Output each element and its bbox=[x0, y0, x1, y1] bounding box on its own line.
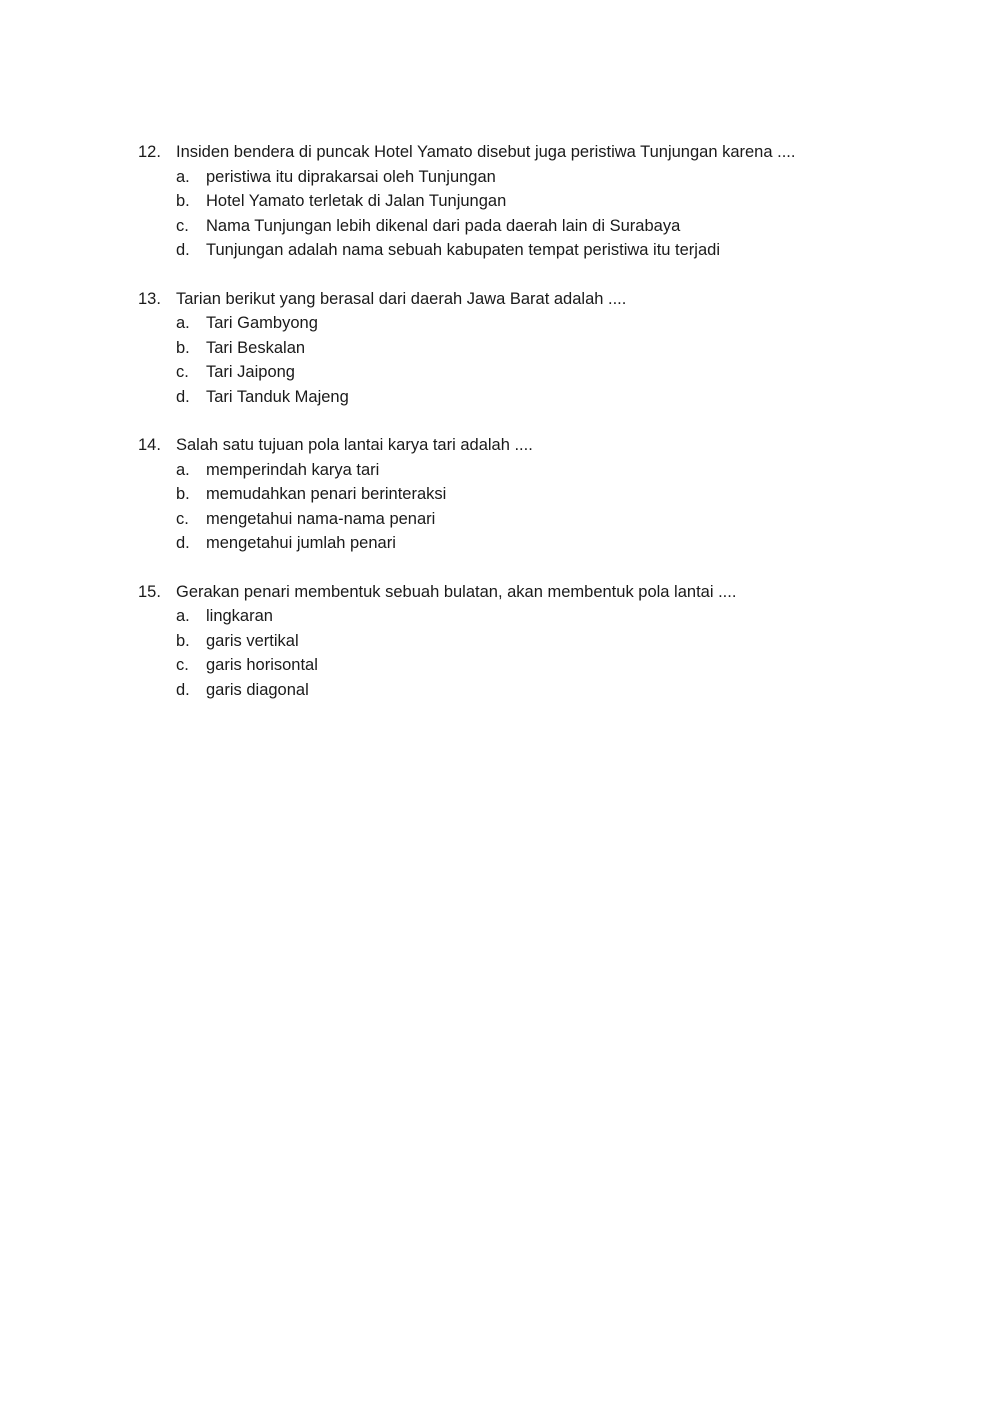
option-text: Tari Beskalan bbox=[206, 338, 306, 357]
option-letter: c. bbox=[176, 509, 189, 528]
option-letter: d. bbox=[176, 680, 190, 699]
answer-option-a bbox=[176, 458, 918, 483]
question-stem bbox=[138, 433, 918, 458]
option-letter: c. bbox=[176, 363, 189, 381]
answer-option-a bbox=[176, 311, 918, 336]
option-text: Tari Tanduk Majeng bbox=[206, 387, 349, 406]
option-letter: a. bbox=[176, 314, 190, 332]
option-text: lingkaran bbox=[206, 607, 273, 625]
option-text: Nama Tunjungan lebih dikenal dari pada daerah lain di Surabaya bbox=[206, 216, 681, 235]
answer-option-b bbox=[176, 482, 918, 507]
option-text: mengetahui jumlah penari bbox=[206, 534, 396, 552]
question-stem bbox=[138, 287, 918, 312]
answer-option-c bbox=[176, 507, 918, 532]
question-stem bbox=[138, 140, 918, 165]
question-text: Salah satu tujuan pola lantai karya tari adalah .... bbox=[176, 436, 533, 454]
answer-option-d bbox=[176, 531, 918, 556]
option-text: peristiwa itu diprakarsai oleh Tunjungan bbox=[206, 167, 496, 186]
option-letter: a. bbox=[176, 460, 190, 479]
question-text: Gerakan penari membentuk sebuah bulatan, akan membentuk pola lantai .... bbox=[176, 582, 737, 601]
answer-option-a bbox=[176, 604, 918, 629]
question-12 bbox=[138, 140, 918, 263]
question-15 bbox=[138, 580, 918, 703]
option-letter: c. bbox=[176, 216, 189, 235]
option-letter: c. bbox=[176, 656, 189, 674]
answer-option-d bbox=[176, 238, 918, 263]
question-number: 15. bbox=[138, 582, 161, 601]
question-number: 14. bbox=[138, 436, 161, 454]
question-13 bbox=[138, 287, 918, 410]
option-text: Tari Jaipong bbox=[206, 363, 295, 381]
option-text: garis horisontal bbox=[206, 656, 318, 674]
answer-option-d bbox=[176, 385, 918, 410]
option-letter: b. bbox=[176, 485, 190, 503]
question-number: 12. bbox=[138, 143, 161, 161]
answer-option-b bbox=[176, 629, 918, 654]
answer-option-c bbox=[176, 214, 918, 239]
option-text: Hotel Yamato terletak di Jalan Tunjungan bbox=[206, 192, 507, 210]
option-text: garis diagonal bbox=[206, 680, 309, 699]
option-text: memudahkan penari berinteraksi bbox=[206, 485, 447, 503]
option-letter: b. bbox=[176, 338, 190, 357]
option-letter: d. bbox=[176, 387, 190, 406]
answer-option-d bbox=[176, 678, 918, 703]
question-14 bbox=[138, 433, 918, 556]
option-letter: d. bbox=[176, 534, 190, 552]
option-letter: a. bbox=[176, 607, 190, 625]
option-text: garis vertikal bbox=[206, 631, 299, 650]
answer-option-c bbox=[176, 360, 918, 385]
question-stem bbox=[138, 580, 918, 605]
option-letter: b. bbox=[176, 192, 190, 210]
option-letter: a. bbox=[176, 167, 190, 186]
question-text: Insiden bendera di puncak Hotel Yamato disebut juga peristiwa Tunjungan karena .... bbox=[176, 143, 796, 161]
question-text: Tarian berikut yang berasal dari daerah Jawa Barat adalah .... bbox=[176, 289, 627, 308]
answer-option-b bbox=[176, 189, 918, 214]
option-text: memperindah karya tari bbox=[206, 460, 380, 479]
option-letter: b. bbox=[176, 631, 190, 650]
question-list bbox=[138, 140, 918, 726]
option-text: Tari Gambyong bbox=[206, 314, 318, 332]
option-text: mengetahui nama-nama penari bbox=[206, 509, 436, 528]
answer-option-a bbox=[176, 165, 918, 190]
question-number: 13. bbox=[138, 289, 161, 308]
answer-option-c bbox=[176, 653, 918, 678]
answer-option-b bbox=[176, 336, 918, 361]
option-letter: d. bbox=[176, 241, 190, 259]
option-text: Tunjungan adalah nama sebuah kabupaten tempat peristiwa itu terjadi bbox=[206, 241, 720, 259]
